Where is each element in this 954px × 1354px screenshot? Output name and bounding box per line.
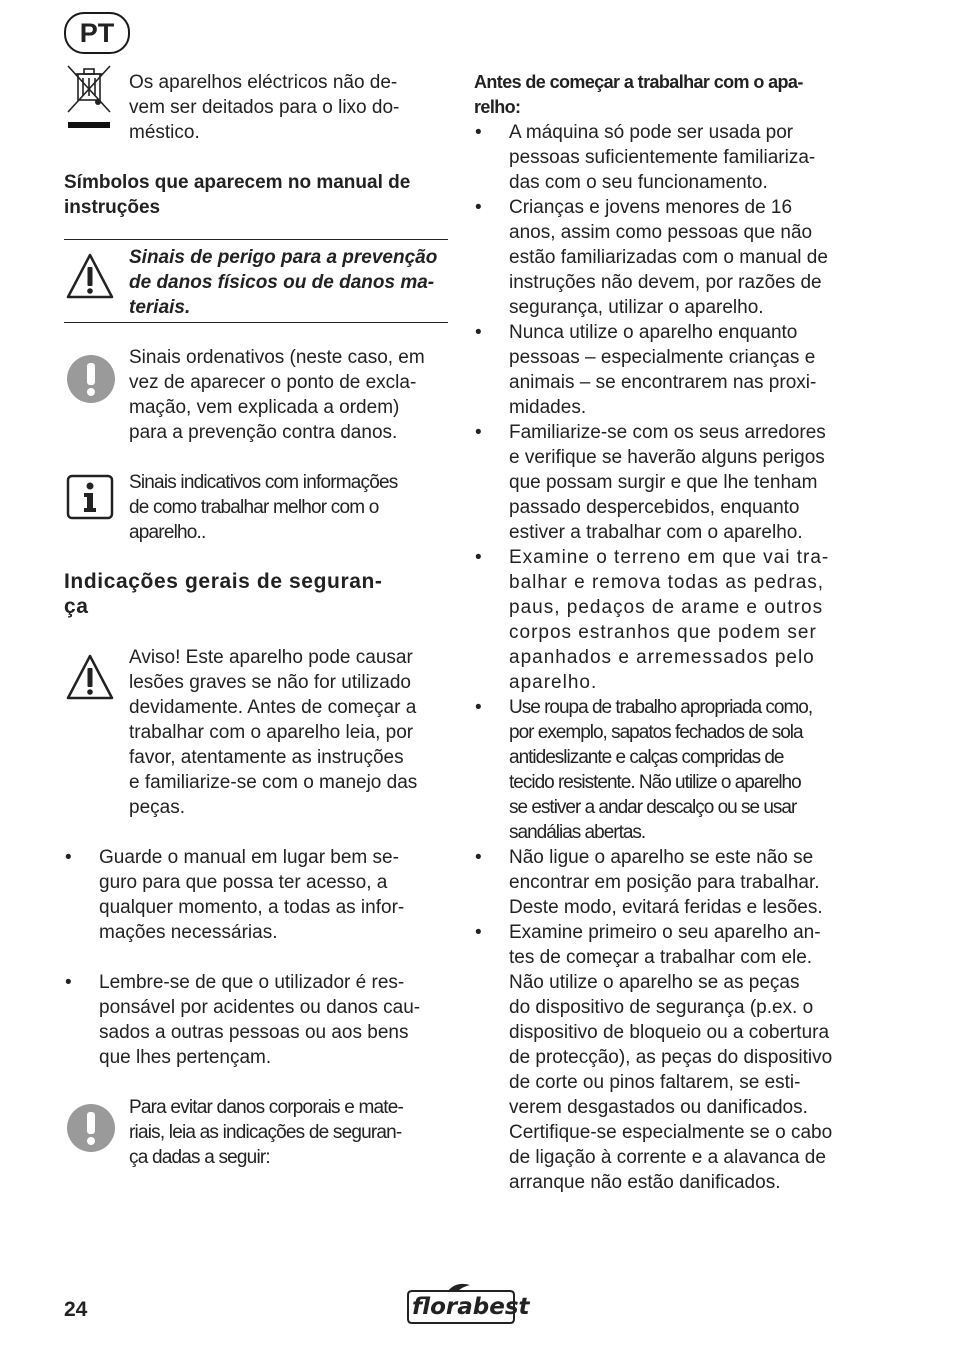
mandatory-exclamation-icon [66, 1103, 116, 1153]
page-number: 24 [64, 1298, 88, 1321]
list-item: • Familiarize-se com os seus arredores e verifique se haverão alguns perigos que possam surgir e que lhe tenham passado despercebidos, enquanto estiver a trabalhar com o aparelho. [474, 420, 874, 545]
list-item: • Crianças e jovens menores de 16 anos, assim como pessoas que não estão familiarizadas com o manual de instruções não devem, por razões de segurança, utilizar o aparelho. [474, 195, 874, 320]
weee-disposal-text: Os aparelhos eléctricos não de- vem ser deitados para o lixo do- méstico. [129, 72, 400, 143]
mandatory-exclamation-icon [66, 354, 116, 404]
weee-bin-icon [66, 64, 112, 130]
list-item: • Examine o terreno em que vai tra- balhar e remova todas as pedras, paus, pedaços de arame e outros corpos estranhos que podem ser apanhados e arremessados pelo aparelho. [474, 545, 874, 695]
mandatory-symbol-text: Sinais ordenativos (neste caso, em vez de aparecer o ponto de excla- mação, vem explicada a ordem) para a prevenção contra danos. [129, 347, 425, 443]
warning-text: Aviso! Este aparelho pode causar lesões graves se não for utilizado devidamente. Antes de começar a trabalhar com o aparelho leia, por favor, atentamente as instruções e familiarize-se com o manejo das peças. [129, 647, 418, 818]
list-item: • A máquina só pode ser usada por pessoas suficientemente familiariza- das com o seu funcionamento. [474, 120, 874, 195]
florabest-logo: florabest [404, 1283, 518, 1327]
list-item: • Não ligue o aparelho se este não se encontrar em posição para trabalhar. Deste modo, evitará feridas e lesões. [474, 845, 874, 920]
list-item: • Use roupa de trabalho apropriada como, por exemplo, sapatos fechados de sola antideslizante e calças compridas de tecido resistente. Não utilize o aparelho se estiver a andar descalço ou se usar sandálias abertas. [474, 695, 874, 845]
safety-section-heading: Indicações gerais de seguran- ça [64, 570, 383, 618]
before-work-heading: Antes de começar a trabalhar com o apa- relho: [474, 72, 803, 117]
right-bullet-list [474, 120, 874, 1195]
top-divider [64, 239, 448, 240]
bottom-divider [64, 322, 448, 323]
info-icon [66, 474, 114, 520]
left-bullet-list [64, 845, 454, 1070]
list-item: • Guarde o manual em lugar bem se- guro para que possa ter acesso, a qualquer momento, a todas as infor- mações necessárias. [64, 845, 454, 945]
danger-symbol-text: Sinais de perigo para a prevenção de danos físicos ou de danos ma- teriais. [129, 247, 438, 318]
warning-triangle-icon [65, 653, 115, 701]
info-symbol-text: Sinais indicativos com informações de como trabalhar melhor com o aparelho.. [129, 472, 398, 543]
list-item: • Examine primeiro o seu aparelho an- tes de começar a trabalhar com ele. Não utilize o aparelho se as peças do dispositivo de segurança (p.ex. o dispositivo de bloqueio ou a cobertura de protecção), as peças do dispositivo de corte ou pinos faltarem, se esti- verem desgastados ou danificados. Certifique-se especialmente se o cabo de ligação à corrente e a alavanca de arranque não estão danificados. [474, 920, 874, 1195]
language-badge: PT [64, 12, 130, 54]
list-item: • Nunca utilize o aparelho enquanto pessoas – especialmente crianças e animais – se encontrarem nas proxi- midades. [474, 320, 874, 420]
warning-triangle-icon [65, 252, 115, 300]
list-item: • Lembre-se de que o utilizador é res- ponsável por acidentes ou danos cau- sados a outras pessoas ou aos bens que lhes pertençam. [64, 970, 454, 1070]
symbols-heading: Símbolos que aparecem no manual de instruções [64, 172, 411, 218]
safety-note-text: Para evitar danos corporais e mate- riais, leia as indicações de seguran- ça dadas a seguir: [129, 1097, 404, 1168]
